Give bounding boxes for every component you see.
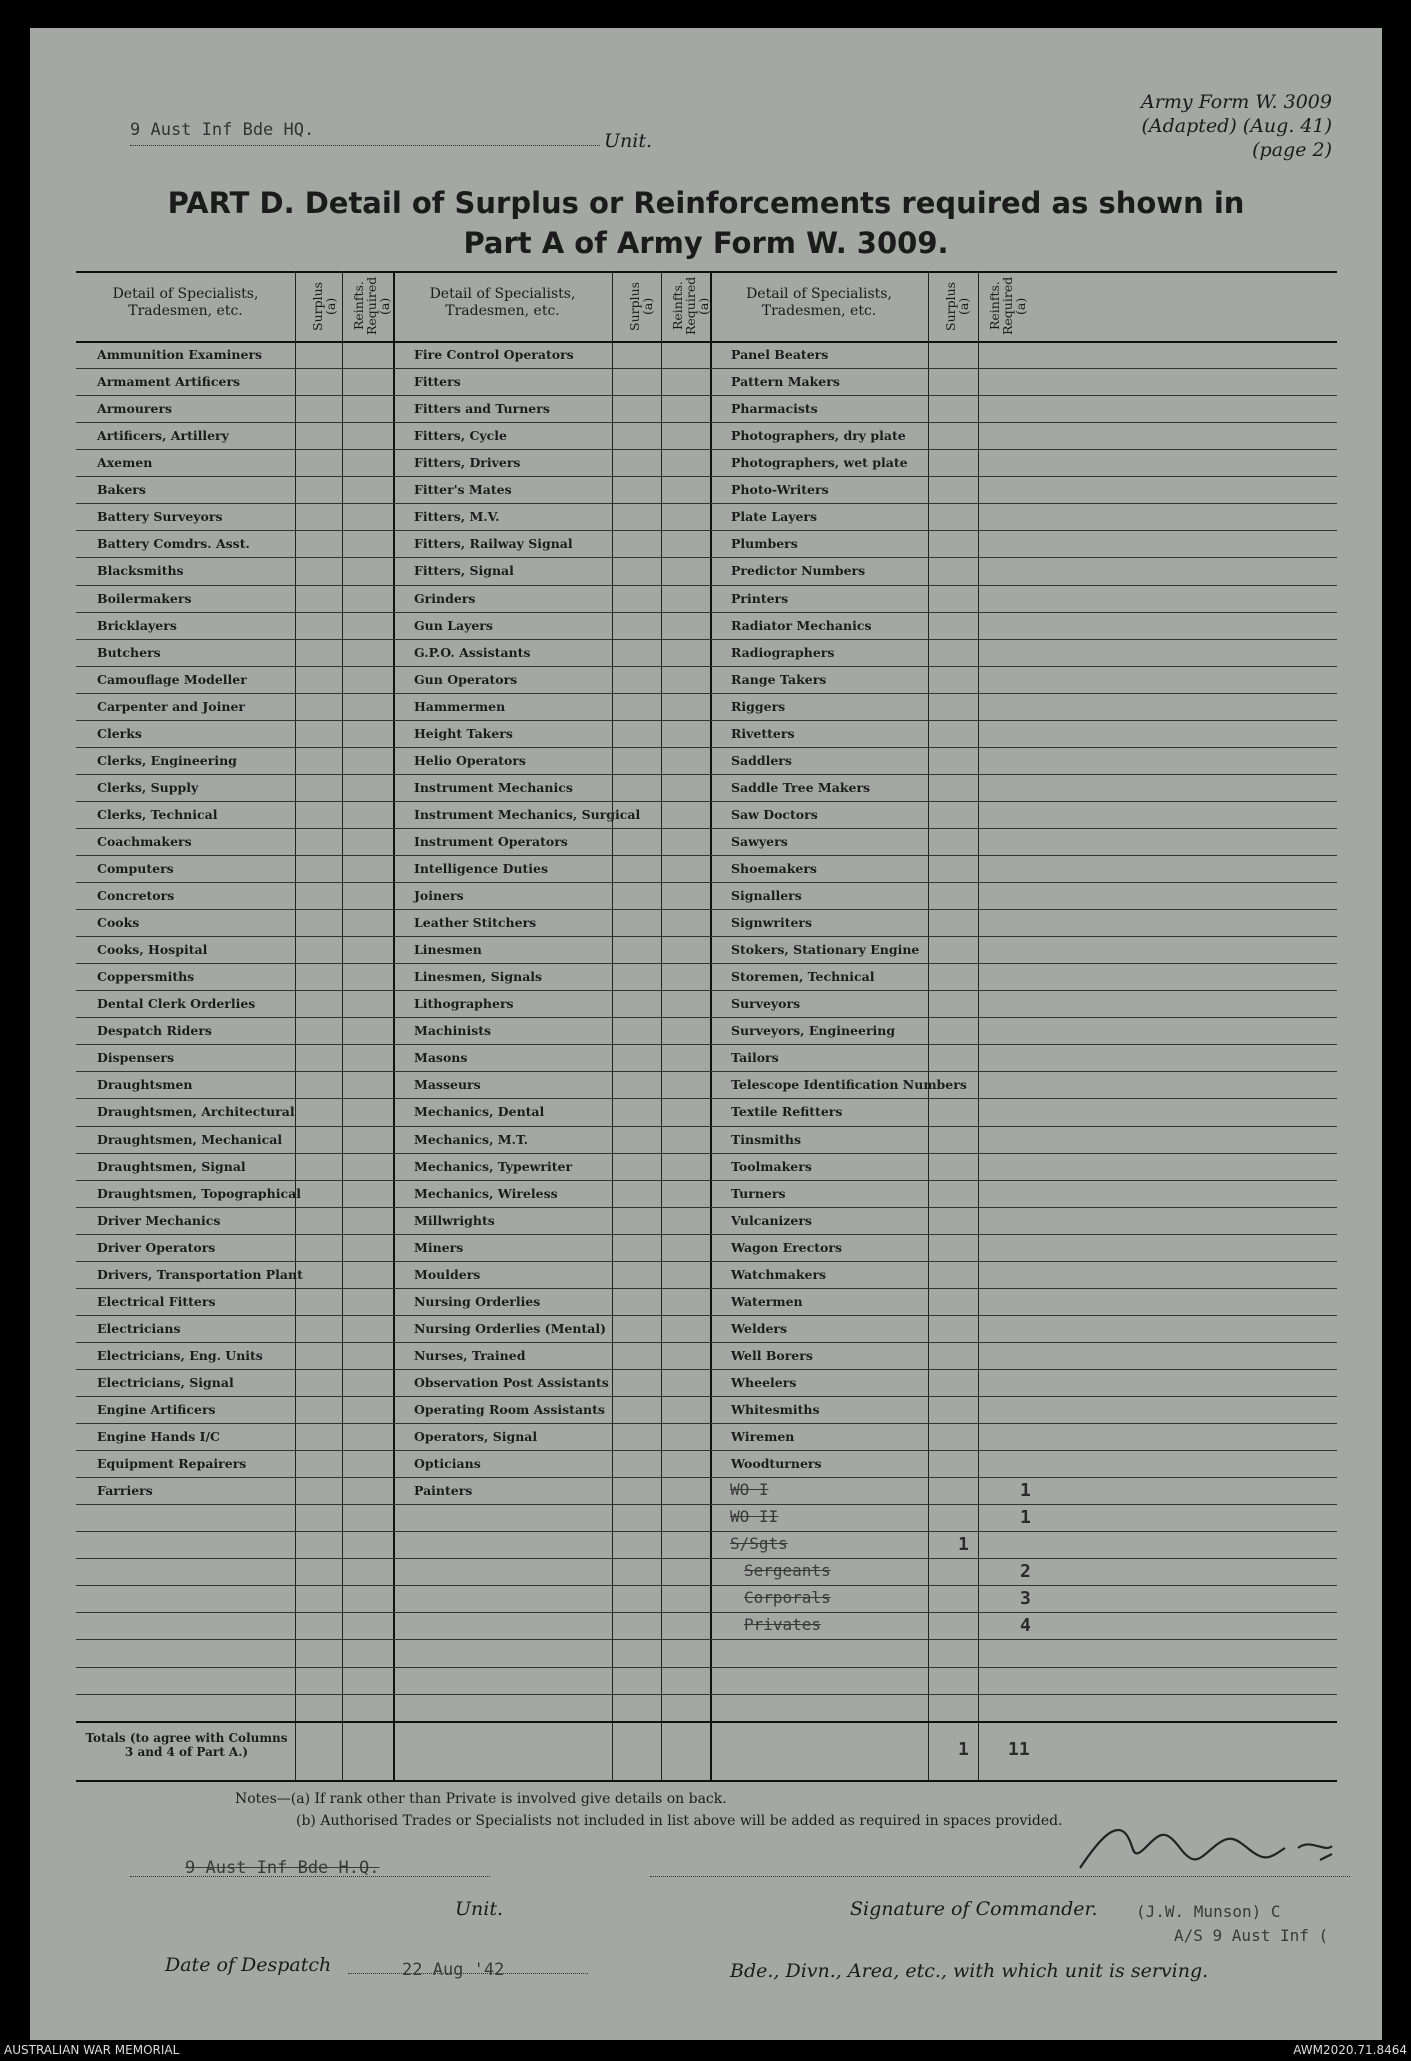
table-row-divider (76, 1342, 1337, 1343)
trade-label: Lithographers (414, 996, 514, 1012)
trade-label: Tailors (731, 1050, 779, 1066)
trade-label: Telescope Identification Numbers (731, 1077, 967, 1093)
table-row-divider (76, 1612, 1337, 1613)
trade-label: Vulcanizers (731, 1212, 812, 1228)
signature-label: Signature of Commander. (850, 1898, 1098, 1920)
table-top-border (76, 271, 1337, 273)
trade-label: Woodturners (731, 1456, 822, 1471)
trade-label: Cooks (97, 915, 140, 931)
trade-label: Nursing Orderlies (Mental) (414, 1320, 606, 1336)
trade-label: Riggers (731, 698, 786, 714)
table-row-divider (76, 990, 1337, 991)
trade-label: Photographers, dry plate (731, 428, 906, 444)
trade-label: Mechanics, Dental (414, 1104, 545, 1120)
trade-label: Equipment Repairers (97, 1456, 247, 1471)
table-row-divider (76, 1017, 1337, 1018)
trade-label: Range Takers (731, 671, 827, 687)
trade-label: Fitters (414, 374, 461, 389)
archive-credit: AUSTRALIAN WAR MEMORIAL (4, 2043, 180, 2057)
table-row-divider (76, 882, 1337, 883)
trade-label: Leather Stitchers (414, 915, 537, 931)
trade-label: Engine Artificers (97, 1402, 216, 1417)
trade-label: Engine Hands I/C (97, 1429, 220, 1444)
trade-label: Saddle Tree Makers (731, 779, 871, 795)
form-id-block (1141, 90, 1332, 162)
trade-label: Instrument Mechanics (414, 779, 573, 795)
trade-label: Wiremen (731, 1429, 795, 1444)
table-row-divider (76, 693, 1337, 694)
table-row-divider (76, 1477, 1337, 1478)
table-row-divider (76, 720, 1337, 721)
trade-label: Artificers, Artillery (97, 428, 229, 444)
trade-label: Machinists (414, 1023, 492, 1039)
table-row-divider (76, 1667, 1337, 1668)
header-detail: Detail of Specialists, Tradesmen, etc. (746, 286, 892, 319)
trade-label: Carpenter and Joiner (97, 698, 245, 714)
table-row-divider (76, 1504, 1337, 1505)
trade-label: Gun Operators (414, 671, 518, 687)
trade-label: Wheelers (731, 1374, 797, 1390)
typed-rank-entry: Sergeants (744, 1561, 831, 1581)
trade-label: Linesmen (414, 942, 482, 958)
trade-label: Coppersmiths (97, 969, 195, 985)
header-detail: Detail of Specialists, Tradesmen, etc. (112, 286, 259, 319)
trade-label: Signallers (731, 888, 802, 903)
trade-label: Electricians (97, 1320, 181, 1336)
table-row-divider (76, 1396, 1337, 1397)
trade-label: Driver Mechanics (97, 1212, 221, 1228)
table-row-divider (76, 1044, 1337, 1045)
trade-label: Drivers, Transportation Plant (97, 1266, 303, 1282)
table-row-divider (76, 1288, 1337, 1289)
trade-label: Fire Control Operators (414, 347, 574, 362)
trade-label: Clerks, Supply (97, 779, 199, 795)
page-subtitle: Part A of Army Form W. 3009. (463, 226, 949, 260)
trade-label: Armourers (97, 401, 173, 417)
table-row-divider (76, 1180, 1337, 1181)
trade-label: Cooks, Hospital (97, 942, 208, 958)
table-column-divider (661, 271, 662, 1780)
trade-label: Instrument Operators (414, 833, 568, 849)
typed-reinfts-value: 1 (1020, 1480, 1031, 1502)
trade-label: Plate Layers (731, 509, 818, 525)
table-row-divider (76, 1531, 1337, 1532)
trade-label: Turners (731, 1185, 786, 1201)
trade-label: Electricians, Eng. Units (97, 1347, 263, 1363)
trade-label: Printers (731, 590, 789, 606)
trade-label: Despatch Riders (97, 1023, 212, 1039)
table-row-divider (76, 1694, 1337, 1695)
form-id-line: Army Form W. 3009 (1141, 91, 1332, 113)
totals-reinfts: 11 (1008, 1738, 1030, 1760)
trade-label: Surveyors (731, 996, 801, 1012)
trade-label: Tinsmiths (731, 1131, 802, 1147)
trade-label: Storemen, Technical (731, 969, 875, 985)
trade-label: Shoemakers (731, 861, 817, 876)
note-a: Notes—(a) If rank other than Private is involved give details on back. (235, 1791, 727, 1807)
typed-rank-entry: Privates (744, 1615, 822, 1635)
trade-label: Radiator Mechanics (731, 617, 872, 633)
table-row-divider (76, 422, 1337, 423)
typed-reinfts-value: 2 (1020, 1561, 1031, 1583)
table-row-divider (76, 1234, 1337, 1235)
trade-label: Dental Clerk Orderlies (97, 996, 256, 1012)
commander-name: (J.W. Munson) C (1136, 1902, 1281, 1921)
table-column-divider (710, 271, 712, 1780)
trade-label: Helio Operators (414, 752, 526, 768)
trade-label: Computers (97, 861, 174, 876)
header-surplus: Surplus (a) (310, 281, 338, 331)
form-id-line: (Adapted) (Aug. 41) (1141, 115, 1332, 137)
header-surplus: Surplus (a) (627, 281, 655, 331)
header-reinfts: Reinfts. Required (a) (670, 276, 711, 336)
trade-label: Sawyers (731, 833, 788, 849)
trade-label: Draughtsmen, Signal (97, 1158, 246, 1174)
table-row-divider (76, 1450, 1337, 1451)
table-row-divider (76, 612, 1337, 613)
trade-label: Bakers (97, 482, 146, 498)
typed-rank-entry: WO I (730, 1480, 769, 1500)
typed-reinfts-value: 1 (1020, 1507, 1031, 1529)
table-column-divider (978, 271, 979, 1780)
trade-label: Masons (414, 1050, 468, 1066)
unit-label: Unit. (604, 130, 653, 152)
trade-label: Intelligence Duties (414, 861, 549, 876)
trade-label: Mechanics, Wireless (414, 1185, 558, 1201)
trade-label: Battery Comdrs. Asst. (97, 536, 250, 552)
table-row-divider (76, 585, 1337, 586)
trade-label: Millwrights (414, 1212, 495, 1228)
trade-label: Draughtsmen, Mechanical (97, 1131, 283, 1147)
trade-label: Toolmakers (731, 1158, 812, 1174)
table-row-divider (76, 449, 1337, 450)
trade-label: Draughtsmen, Topographical (97, 1185, 301, 1201)
despatch-date: 22 Aug '42 (402, 1960, 505, 1980)
trade-label: Pattern Makers (731, 374, 840, 389)
trade-label: Fitters, Cycle (414, 428, 507, 444)
table-column-divider (612, 271, 613, 1780)
trade-label: Linesmen, Signals (414, 969, 543, 985)
table-row-divider (76, 476, 1337, 477)
table-row-divider (76, 639, 1337, 640)
trade-label: Electrical Fitters (97, 1293, 216, 1309)
typed-surplus-value: 1 (958, 1534, 969, 1556)
trade-label: Electricians, Signal (97, 1374, 234, 1390)
trade-label: Surveyors, Engineering (731, 1023, 896, 1039)
table-row-divider (76, 368, 1337, 369)
commander-role: A/S 9 Aust Inf ( (1174, 1926, 1329, 1945)
trade-label: Panel Beaters (731, 347, 829, 362)
table-row-divider (76, 1423, 1337, 1424)
trade-label: Coachmakers (97, 833, 192, 849)
trade-label: Watermen (731, 1293, 803, 1309)
trade-label: Joiners (414, 888, 464, 903)
table-row-divider (76, 1071, 1337, 1072)
trade-label: Operating Room Assistants (414, 1402, 605, 1417)
table-row-divider (76, 1207, 1337, 1208)
totals-divider (76, 1721, 1337, 1723)
trade-label: Welders (731, 1320, 788, 1336)
table-row-divider (76, 1261, 1337, 1262)
trade-label: Fitters and Turners (414, 401, 550, 417)
table-row-divider (76, 855, 1337, 856)
unit-typed: 9 Aust Inf Bde HQ. (130, 120, 315, 140)
trade-label: Ammunition Examiners (97, 347, 263, 362)
trade-label: Grinders (414, 590, 476, 606)
table-row-divider (76, 801, 1337, 802)
trade-label: G.P.O. Assistants (414, 644, 531, 660)
table-column-divider (295, 271, 296, 1780)
trade-label: Predictor Numbers (731, 563, 866, 579)
trade-label: Photo-Writers (731, 482, 829, 498)
trade-label: Signwriters (731, 915, 813, 931)
trade-label: Rivetters (731, 725, 795, 741)
table-row-divider (76, 828, 1337, 829)
table-column-divider (393, 271, 395, 1780)
trade-label: Photographers, wet plate (731, 455, 908, 471)
typed-rank-entry: WO II (730, 1507, 779, 1527)
form-id-line: (page 2) (1252, 139, 1332, 161)
typed-reinfts-value: 4 (1020, 1615, 1031, 1637)
totals-label: Totals (to agree with Columns 3 and 4 of Part A.) (85, 1730, 288, 1759)
trade-label: Plumbers (731, 536, 798, 552)
trade-label: Dispensers (97, 1050, 175, 1066)
detail-table (76, 271, 1337, 1780)
trade-label: Nursing Orderlies (414, 1293, 541, 1309)
table-row-divider (76, 530, 1337, 531)
note-b: (b) Authorised Trades or Specialists not included in list above will be added as required in spaces provided. (296, 1813, 1063, 1829)
trade-label: Painters (414, 1483, 473, 1499)
table-row-divider (76, 1098, 1337, 1099)
table-row-divider (76, 963, 1337, 964)
footer-unit-label: Unit. (455, 1898, 504, 1920)
trade-label: Draughtsmen, Architectural (97, 1104, 295, 1120)
trade-label: Moulders (414, 1266, 481, 1282)
trade-label: Nurses, Trained (414, 1347, 526, 1363)
trade-label: Armament Artificers (97, 374, 241, 389)
table-column-divider (928, 271, 929, 1780)
page-title: PART D. Detail of Surplus or Reinforcements required as shown in (167, 186, 1245, 220)
table-row-divider (76, 774, 1337, 775)
trade-label: Mechanics, M.T. (414, 1131, 529, 1147)
trade-label: Fitters, Railway Signal (414, 536, 573, 552)
typed-rank-entry: S/Sgts (730, 1534, 788, 1554)
footer-unit-line (130, 1876, 490, 1877)
trade-label: Operators, Signal (414, 1429, 538, 1444)
table-row-divider (76, 909, 1337, 910)
table-row-divider (76, 1639, 1337, 1640)
trade-label: Clerks (97, 725, 142, 741)
trade-label: Hammermen (414, 698, 506, 714)
trade-label: Clerks, Technical (97, 806, 218, 822)
header-reinfts: Reinfts. Required (a) (987, 276, 1028, 336)
trade-label: Bricklayers (97, 617, 177, 633)
table-row-divider (76, 1153, 1337, 1154)
table-row-divider (76, 1585, 1337, 1586)
trade-label: Well Borers (731, 1347, 813, 1363)
table-bottom-border (76, 1780, 1337, 1782)
header-detail: Detail of Specialists, Tradesmen, etc. (429, 286, 576, 319)
trade-label: Blacksmiths (97, 563, 184, 579)
trade-label: Watchmakers (731, 1266, 827, 1282)
table-column-divider (342, 271, 343, 1780)
trade-label: Height Takers (414, 725, 513, 741)
table-row-divider (76, 1126, 1337, 1127)
table-row-divider (76, 503, 1337, 504)
trade-label: Draughtsmen (97, 1077, 193, 1093)
trade-label: Boilermakers (97, 590, 192, 606)
table-row-divider (76, 1369, 1337, 1370)
trade-label: Butchers (97, 644, 161, 660)
table-row-divider (76, 666, 1337, 667)
trade-label: Fitters, Signal (414, 563, 514, 579)
trade-label: Driver Operators (97, 1239, 216, 1255)
trade-label: Instrument Mechanics, Surgical (414, 806, 641, 822)
table-header-bottom-border (76, 341, 1337, 343)
trade-label: Camouflage Modeller (97, 671, 247, 687)
trade-label: Battery Surveyors (97, 509, 223, 525)
trade-label: Stokers, Stationary Engine (731, 942, 920, 958)
trade-label: Saw Doctors (731, 806, 818, 822)
table-row-divider (76, 747, 1337, 748)
header-reinfts: Reinfts. Required (a) (351, 276, 392, 336)
commander-signature (1070, 1818, 1360, 1878)
archive-reference: AWM2020.71.8464 (1293, 2043, 1407, 2057)
footer-unit-typed: 9 Aust Inf Bde H.Q. (185, 1858, 380, 1878)
table-row-divider (76, 1558, 1337, 1559)
table-row-divider (76, 557, 1337, 558)
trade-label: Mechanics, Typewriter (414, 1158, 573, 1174)
trade-label: Clerks, Engineering (97, 752, 237, 768)
trade-label: Fitter's Mates (414, 482, 512, 498)
trade-label: Saddlers (731, 752, 792, 768)
totals-surplus: 1 (958, 1738, 969, 1760)
unit-dotted-line (130, 145, 600, 146)
trade-label: Opticians (414, 1456, 481, 1471)
trade-label: Radiographers (731, 644, 835, 660)
trade-label: Textile Refitters (731, 1104, 843, 1120)
bde-label: Bde., Divn., Area, etc., with which unit is serving. (730, 1960, 1209, 1982)
trade-label: Fitters, Drivers (414, 455, 521, 471)
trade-label: Fitters, M.V. (414, 509, 500, 525)
trade-label: Observation Post Assistants (414, 1374, 609, 1390)
header-surplus: Surplus (a) (943, 281, 971, 331)
typed-rank-entry: Corporals (744, 1588, 831, 1608)
table-row-divider (76, 1315, 1337, 1316)
trade-label: Farriers (97, 1483, 153, 1499)
typed-reinfts-value: 3 (1020, 1588, 1031, 1610)
trade-label: Axemen (97, 455, 153, 471)
trade-label: Gun Layers (414, 617, 493, 633)
trade-label: Pharmacists (731, 401, 818, 417)
trade-label: Concretors (97, 888, 175, 903)
table-row-divider (76, 936, 1337, 937)
trade-label: Miners (414, 1239, 464, 1255)
form-sheet (30, 28, 1382, 2040)
trade-label: Wagon Erectors (731, 1239, 842, 1255)
trade-label: Masseurs (414, 1077, 481, 1093)
table-row-divider (76, 395, 1337, 396)
despatch-label: Date of Despatch (165, 1954, 332, 1976)
trade-label: Whitesmiths (731, 1402, 820, 1417)
